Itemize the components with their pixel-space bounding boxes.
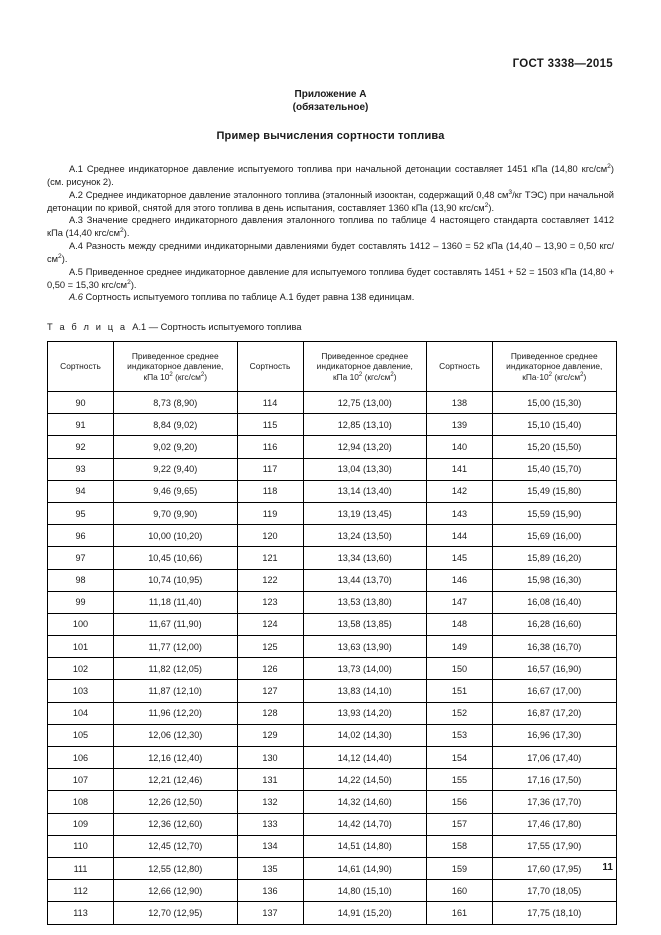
- cell-pressure: 16,57 (16,90): [493, 658, 617, 680]
- cell-pressure: 12,70 (12,95): [114, 902, 238, 924]
- table-row: [48, 702, 617, 724]
- col-header-pressure-2: Приведенное среднее индикаторное давление, кПа $10^2$ $(кгс/см^2)$: [303, 342, 427, 392]
- cell-pressure: 16,38 (16,70): [493, 636, 617, 658]
- cell-grade: 129: [237, 724, 303, 746]
- cell-grade: 155: [427, 769, 493, 791]
- cell-grade: 90: [48, 392, 114, 414]
- cell-pressure: 13,14 (13,40): [303, 480, 427, 502]
- cell-pressure: 15,69 (16,00): [493, 525, 617, 547]
- table-row: [48, 458, 617, 480]
- annex-title: Приложение А: [294, 89, 367, 100]
- cell-pressure: 13,24 (13,50): [303, 525, 427, 547]
- cell-grade: 132: [237, 791, 303, 813]
- cell-grade: 140: [427, 436, 493, 458]
- cell-grade: 151: [427, 680, 493, 702]
- cell-pressure: 12,94 (13,20): [303, 436, 427, 458]
- cell-grade: 141: [427, 458, 493, 480]
- cell-grade: 135: [237, 857, 303, 879]
- cell-pressure: 17,16 (17,50): [493, 769, 617, 791]
- cell-grade: 128: [237, 702, 303, 724]
- cell-grade: 113: [48, 902, 114, 924]
- cell-pressure: 13,44 (13,70): [303, 569, 427, 591]
- cell-pressure: 16,87 (17,20): [493, 702, 617, 724]
- cell-pressure: 11,96 (12,20): [114, 702, 238, 724]
- table-body: [48, 392, 617, 925]
- paragraph-a-5: А.5 Приведенное среднее индикаторное давление для испытуемого топлива будет составлять 1451 + 52 = 1503 кПа (14,80 + 0,50 = 15,30 кгс/$см^2$).: [47, 266, 614, 290]
- cell-grade: 153: [427, 724, 493, 746]
- cell-pressure: 14,02 (14,30): [303, 724, 427, 746]
- cell-grade: 108: [48, 791, 114, 813]
- table-row: [48, 724, 617, 746]
- cell-grade: 107: [48, 769, 114, 791]
- table-row: [48, 658, 617, 680]
- cell-grade: 125: [237, 636, 303, 658]
- cell-pressure: 13,19 (13,45): [303, 502, 427, 524]
- cell-pressure: 12,26 (12,50): [114, 791, 238, 813]
- cell-grade: 139: [427, 414, 493, 436]
- cell-grade: 105: [48, 724, 114, 746]
- cell-pressure: 16,67 (17,00): [493, 680, 617, 702]
- cell-pressure: 17,60 (17,95): [493, 857, 617, 879]
- cell-grade: 144: [427, 525, 493, 547]
- cell-pressure: 14,22 (14,50): [303, 769, 427, 791]
- cell-pressure: 13,04 (13,30): [303, 458, 427, 480]
- page-number: 11: [602, 862, 613, 873]
- cell-grade: 127: [237, 680, 303, 702]
- cell-pressure: 15,49 (15,80): [493, 480, 617, 502]
- cell-grade: 160: [427, 880, 493, 902]
- cell-pressure: 15,40 (15,70): [493, 458, 617, 480]
- cell-grade: 119: [237, 502, 303, 524]
- cell-grade: 126: [237, 658, 303, 680]
- col-header-grade-3: Сортность: [427, 342, 493, 392]
- table-caption-text: А.1 — Сортность испытуемого топлива: [132, 322, 302, 332]
- table-row: [48, 525, 617, 547]
- cell-pressure: 11,18 (11,40): [114, 591, 238, 613]
- table-row: [48, 791, 617, 813]
- cell-grade: 149: [427, 636, 493, 658]
- cell-grade: 142: [427, 480, 493, 502]
- table-row: [48, 857, 617, 879]
- cell-grade: 137: [237, 902, 303, 924]
- cell-grade: 161: [427, 902, 493, 924]
- cell-grade: 145: [427, 547, 493, 569]
- table-row: [48, 591, 617, 613]
- table-row: [48, 547, 617, 569]
- table-row: [48, 613, 617, 635]
- cell-grade: 159: [427, 857, 493, 879]
- cell-grade: 111: [48, 857, 114, 879]
- cell-pressure: 12,45 (12,70): [114, 835, 238, 857]
- cell-grade: 106: [48, 747, 114, 769]
- cell-pressure: 13,58 (13,85): [303, 613, 427, 635]
- cell-grade: 99: [48, 591, 114, 613]
- cell-pressure: 9,46 (9,65): [114, 480, 238, 502]
- paragraph-a-3: А.3 Значение среднего индикаторного давления эталонного топлива по таблице 4 настоящего стандарта составляет 1412 кПа (14,40 кгс/$см^2$).: [47, 215, 614, 239]
- paragraph-a-4: А.4 Разность между средними индикаторными давлениями будет составлять 1412 – 1360 = 52 кПа (14,40 – 13,90 = 0,50 кгс/$см^2$).: [47, 241, 614, 264]
- cell-grade: 156: [427, 791, 493, 813]
- cell-grade: 93: [48, 458, 114, 480]
- cell-grade: 122: [237, 569, 303, 591]
- table-row: [48, 902, 617, 924]
- cell-pressure: 10,74 (10,95): [114, 569, 238, 591]
- cell-pressure: 14,12 (14,40): [303, 747, 427, 769]
- cell-grade: 146: [427, 569, 493, 591]
- cell-pressure: 17,75 (18,10): [493, 902, 617, 924]
- cell-grade: 147: [427, 591, 493, 613]
- cell-pressure: 13,73 (14,00): [303, 658, 427, 680]
- cell-grade: 96: [48, 525, 114, 547]
- cell-grade: 158: [427, 835, 493, 857]
- table-row: [48, 636, 617, 658]
- cell-grade: 134: [237, 835, 303, 857]
- table-row: [48, 835, 617, 857]
- cell-pressure: 14,42 (14,70): [303, 813, 427, 835]
- cell-pressure: 15,20 (15,50): [493, 436, 617, 458]
- table-row: [48, 436, 617, 458]
- annex-heading: [0, 88, 661, 114]
- cell-pressure: 12,36 (12,60): [114, 813, 238, 835]
- annex-subtitle: (обязательное): [292, 102, 369, 113]
- table-row: [48, 813, 617, 835]
- cell-pressure: 14,61 (14,90): [303, 857, 427, 879]
- cell-pressure: 12,21 (12,46): [114, 769, 238, 791]
- cell-grade: 148: [427, 613, 493, 635]
- running-header-standard-number: ГОСТ 3338—2015: [512, 58, 613, 70]
- paragraph-a-1: А.1 Среднее индикаторное давление испытуемого топлива при начальной детонации составляет 1451 кПа (14,80 кгс/$см^2$) (см. рисунок 2).: [47, 162, 614, 187]
- cell-pressure: 8,73 (8,90): [114, 392, 238, 414]
- table-row: [48, 502, 617, 524]
- cell-grade: 131: [237, 769, 303, 791]
- cell-grade: 110: [48, 835, 114, 857]
- fuel-grade-table: [47, 341, 617, 925]
- section-title: Пример вычисления сортности топлива: [216, 130, 445, 142]
- cell-grade: 103: [48, 680, 114, 702]
- cell-grade: 157: [427, 813, 493, 835]
- cell-grade: 115: [237, 414, 303, 436]
- cell-pressure: 12,75 (13,00): [303, 392, 427, 414]
- cell-grade: 109: [48, 813, 114, 835]
- cell-grade: 133: [237, 813, 303, 835]
- cell-pressure: 14,80 (15,10): [303, 880, 427, 902]
- cell-pressure: 17,46 (17,80): [493, 813, 617, 835]
- cell-grade: 138: [427, 392, 493, 414]
- cell-pressure: 17,06 (17,40): [493, 747, 617, 769]
- cell-pressure: 8,84 (9,02): [114, 414, 238, 436]
- cell-pressure: 13,34 (13,60): [303, 547, 427, 569]
- col-header-pressure-3: Приведенное среднее индикаторное давление, $кПа\cdot 10^2$ $(кгс/см^2)$: [493, 342, 617, 392]
- cell-pressure: 17,70 (18,05): [493, 880, 617, 902]
- cell-pressure: 15,98 (16,30): [493, 569, 617, 591]
- cell-pressure: 16,08 (16,40): [493, 591, 617, 613]
- cell-pressure: 12,55 (12,80): [114, 857, 238, 879]
- cell-grade: 94: [48, 480, 114, 502]
- cell-pressure: 13,93 (14,20): [303, 702, 427, 724]
- cell-pressure: 13,63 (13,90): [303, 636, 427, 658]
- table-row: [48, 880, 617, 902]
- table-row: [48, 392, 617, 414]
- cell-grade: 124: [237, 613, 303, 635]
- cell-pressure: 12,16 (12,40): [114, 747, 238, 769]
- cell-grade: 152: [427, 702, 493, 724]
- col-header-pressure-1: Приведенное среднее индикаторное давление, кПа $10^2$ $(кгс/см^2)$: [114, 342, 238, 392]
- cell-pressure: 10,00 (10,20): [114, 525, 238, 547]
- table-row: [48, 747, 617, 769]
- cell-pressure: 14,32 (14,60): [303, 791, 427, 813]
- table-row: [48, 480, 617, 502]
- cell-pressure: 11,67 (11,90): [114, 613, 238, 635]
- cell-grade: 120: [237, 525, 303, 547]
- cell-grade: 97: [48, 547, 114, 569]
- cell-grade: 101: [48, 636, 114, 658]
- cell-grade: 95: [48, 502, 114, 524]
- cell-pressure: 15,59 (15,90): [493, 502, 617, 524]
- cell-pressure: 9,02 (9,20): [114, 436, 238, 458]
- cell-pressure: 11,82 (12,05): [114, 658, 238, 680]
- table-row: [48, 569, 617, 591]
- table-caption-label: Т а б л и ц а: [47, 322, 128, 332]
- cell-pressure: 17,55 (17,90): [493, 835, 617, 857]
- body-text-block: [47, 163, 614, 304]
- cell-pressure: 15,00 (15,30): [493, 392, 617, 414]
- cell-grade: 98: [48, 569, 114, 591]
- cell-pressure: 15,89 (16,20): [493, 547, 617, 569]
- paragraph-a-6: А.6 Сортность испытуемого топлива по таблице А.1 будет равна 138 единицам.: [69, 292, 415, 303]
- table-row: [48, 414, 617, 436]
- cell-grade: 136: [237, 880, 303, 902]
- cell-grade: 91: [48, 414, 114, 436]
- cell-pressure: 15,10 (15,40): [493, 414, 617, 436]
- table-caption: [47, 322, 302, 332]
- col-header-grade-2: Сортность: [237, 342, 303, 392]
- cell-grade: 123: [237, 591, 303, 613]
- table-row: [48, 680, 617, 702]
- cell-grade: 150: [427, 658, 493, 680]
- cell-pressure: 9,22 (9,40): [114, 458, 238, 480]
- cell-grade: 100: [48, 613, 114, 635]
- cell-grade: 92: [48, 436, 114, 458]
- cell-pressure: 14,51 (14,80): [303, 835, 427, 857]
- table-header-row: [48, 342, 617, 392]
- paragraph-a-2: А.2 Среднее индикаторное давление эталонного топлива (эталонный изооктан, содержащий 0,48 $см^3/кг$ ТЭС) при начальной детонации по кривой, снятой для этого топлива в день испытания, составляет 1360 кПа (13,90 кгс/$см^2$).: [47, 188, 614, 213]
- cell-grade: 102: [48, 658, 114, 680]
- cell-pressure: 11,87 (12,10): [114, 680, 238, 702]
- cell-pressure: 13,53 (13,80): [303, 591, 427, 613]
- cell-grade: 118: [237, 480, 303, 502]
- cell-pressure: 12,85 (13,10): [303, 414, 427, 436]
- cell-pressure: 13,83 (14,10): [303, 680, 427, 702]
- cell-grade: 117: [237, 458, 303, 480]
- table-row: [48, 769, 617, 791]
- cell-pressure: 12,06 (12,30): [114, 724, 238, 746]
- cell-pressure: 11,77 (12,00): [114, 636, 238, 658]
- cell-pressure: 10,45 (10,66): [114, 547, 238, 569]
- cell-pressure: 16,96 (17,30): [493, 724, 617, 746]
- cell-grade: 116: [237, 436, 303, 458]
- cell-grade: 114: [237, 392, 303, 414]
- cell-pressure: 16,28 (16,60): [493, 613, 617, 635]
- cell-pressure: 12,66 (12,90): [114, 880, 238, 902]
- cell-pressure: 17,36 (17,70): [493, 791, 617, 813]
- col-header-grade-1: Сортность: [48, 342, 114, 392]
- cell-grade: 143: [427, 502, 493, 524]
- cell-grade: 154: [427, 747, 493, 769]
- cell-grade: 104: [48, 702, 114, 724]
- cell-pressure: 14,91 (15,20): [303, 902, 427, 924]
- cell-grade: 112: [48, 880, 114, 902]
- cell-grade: 130: [237, 747, 303, 769]
- cell-grade: 121: [237, 547, 303, 569]
- cell-pressure: 9,70 (9,90): [114, 502, 238, 524]
